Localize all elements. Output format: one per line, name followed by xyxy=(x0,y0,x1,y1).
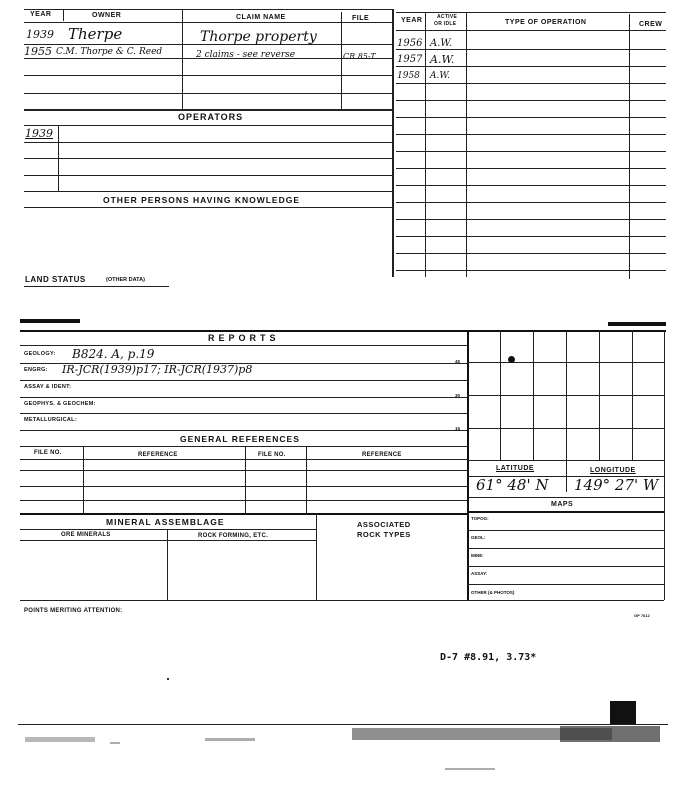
grid-line xyxy=(467,428,664,429)
row-rule xyxy=(24,125,394,126)
scan-smudge xyxy=(445,768,495,770)
latitude-value: 61° 48' N xyxy=(476,476,549,494)
row-rule xyxy=(20,345,468,346)
grid-line xyxy=(467,460,664,461)
row-rule xyxy=(24,158,394,159)
col-sep xyxy=(63,9,64,21)
owner-row-claim: Thorpe property xyxy=(200,29,317,45)
row-rule xyxy=(396,202,666,203)
grid-line xyxy=(467,395,664,396)
maps-title: MAPS xyxy=(551,501,574,508)
ref-reference-header: REFERENCE xyxy=(362,452,402,458)
general-references-title: GENERAL REFERENCES xyxy=(180,434,300,444)
col-year-header: YEAR xyxy=(30,11,52,18)
activity-year: 1956 xyxy=(397,38,423,49)
longitude-value: 149° 27' W xyxy=(574,476,659,494)
row-rule xyxy=(20,413,468,414)
land-status-sub: (OTHER DATA) xyxy=(106,277,145,283)
col-sep-main xyxy=(467,330,469,600)
maps-geol-label: GEOL: xyxy=(471,535,486,540)
fold-mark xyxy=(20,319,80,323)
row-rule xyxy=(20,486,468,487)
row-rule xyxy=(396,134,666,135)
row-rule xyxy=(20,470,468,471)
row-rule xyxy=(24,175,394,176)
owner-row-file: CR 85-T xyxy=(343,52,376,61)
col-idle-header: OR IDLE xyxy=(434,21,457,27)
scan-smudge xyxy=(560,726,660,742)
reports-top-rule xyxy=(20,330,666,332)
row-rule xyxy=(20,446,468,447)
col-sep xyxy=(466,12,467,277)
col-crew-header: CREW xyxy=(639,21,663,28)
form-number: GP 7612 xyxy=(634,613,650,618)
registration-block xyxy=(610,701,636,725)
row-rule xyxy=(24,207,394,208)
row-rule xyxy=(396,253,666,254)
fold-mark xyxy=(608,322,666,326)
col-active-header: ACTIVE xyxy=(437,14,458,20)
associated-label: ASSOCIATED xyxy=(357,520,411,529)
owner-row-claim: 2 claims - see reverse xyxy=(196,50,296,60)
col-file-header: FILE xyxy=(352,15,370,22)
maps-mine-label: MINE: xyxy=(471,553,484,558)
row-rule xyxy=(396,83,666,84)
geology-label: GEOLOGY: xyxy=(24,351,56,357)
operator-year: 1939 xyxy=(25,127,53,140)
reports-title: REPORTS xyxy=(208,333,280,343)
activity-status: A.W. xyxy=(430,53,455,66)
col-sep xyxy=(167,529,168,600)
row-rule xyxy=(24,142,394,143)
activity-status: A.W. xyxy=(430,71,450,81)
scan-line xyxy=(18,724,668,725)
report-number: 30 xyxy=(455,393,461,398)
activity-status: A.W. xyxy=(430,38,453,49)
ore-minerals-header: ORE MINERALS xyxy=(61,532,111,538)
row-rule xyxy=(20,500,468,501)
activity-year: 1957 xyxy=(397,54,423,65)
col-sep xyxy=(341,12,342,109)
row-rule xyxy=(396,270,666,271)
top-rule-right xyxy=(396,12,666,13)
points-meriting-label: POINTS MERITING ATTENTION: xyxy=(24,608,123,614)
location-dot-icon xyxy=(508,356,515,363)
col-sep xyxy=(629,14,630,279)
owner-row-year: 1955 xyxy=(24,45,52,58)
engrg-value: IR-JCR(1939)p17; IR-JCR(1937)p8 xyxy=(62,363,253,376)
row-rule xyxy=(20,430,468,431)
row-rule xyxy=(20,380,468,381)
maps-other-label: OTHER (& PHOTOS) xyxy=(471,590,515,595)
col-sep xyxy=(245,446,246,514)
col-owner-header: OWNER xyxy=(92,12,122,19)
row-rule xyxy=(20,540,316,541)
assay-label: ASSAY & IDENT: xyxy=(24,384,72,390)
row-rule xyxy=(396,219,666,220)
other-persons-title: OTHER PERSONS HAVING KNOWLEDGE xyxy=(103,195,301,205)
grid-line xyxy=(467,511,664,513)
mineral-assemblage-title: MINERAL ASSEMBLAGE xyxy=(106,517,225,527)
grid-line xyxy=(664,330,665,600)
col-year2-header: YEAR xyxy=(401,17,423,24)
scan-smudge xyxy=(25,737,95,742)
col-sep xyxy=(83,446,84,514)
row-rule xyxy=(20,397,468,398)
operators-title: OPERATORS xyxy=(178,112,244,122)
col-type-of-operation-header: TYPE OF OPERATION xyxy=(505,19,587,26)
grid-line xyxy=(467,497,664,498)
owner-row-owner: C.M. Thorpe & C. Reed xyxy=(56,47,163,57)
col-sep xyxy=(425,12,426,277)
row-rule xyxy=(396,151,666,152)
footer-note: D-7 #8.91, 3.73* xyxy=(440,652,537,663)
col-sep xyxy=(306,446,307,514)
row-rule xyxy=(24,286,169,287)
row-rule xyxy=(20,459,468,460)
row-rule xyxy=(396,185,666,186)
row-rule xyxy=(467,530,664,531)
row-rule xyxy=(24,191,394,192)
row-rule xyxy=(396,117,666,118)
scan-smudge xyxy=(205,738,255,741)
header-rule-right xyxy=(396,30,666,31)
col-sep xyxy=(316,513,317,600)
longitude-label: LONGITUDE xyxy=(590,467,636,474)
grid-line xyxy=(467,362,664,363)
row-rule xyxy=(20,513,468,515)
row-rule xyxy=(24,93,394,94)
row-rule xyxy=(467,584,664,585)
owner-row-year: 1939 xyxy=(26,28,54,41)
metallurgical-label: METALLURGICAL: xyxy=(24,417,77,423)
rock-types-label: ROCK TYPES xyxy=(357,530,411,539)
row-rule xyxy=(396,49,666,50)
land-status-title: LAND STATUS xyxy=(25,275,86,284)
report-number: 45 xyxy=(455,359,461,364)
report-number: 15 xyxy=(455,426,461,431)
row-rule xyxy=(20,529,316,530)
latitude-label: LATITUDE xyxy=(496,465,535,472)
row-rule xyxy=(396,66,666,67)
row-rule xyxy=(467,566,664,567)
maps-topog-label: TOPOG: xyxy=(471,516,489,521)
grid-line xyxy=(566,330,567,492)
row-rule xyxy=(20,600,664,601)
ref-reference-header: REFERENCE xyxy=(138,452,178,458)
engrg-label: ENGRG: xyxy=(24,367,48,373)
scan-smudge xyxy=(110,742,120,744)
geophys-label: GEOPHYS. & GEOCHEM: xyxy=(24,401,96,407)
row-rule xyxy=(467,548,664,549)
row-rule xyxy=(24,109,394,111)
speck xyxy=(167,678,169,680)
owner-row-owner: Therpe xyxy=(68,25,123,43)
rock-forming-header: ROCK FORMING, ETC. xyxy=(198,533,269,539)
col-sep-main xyxy=(392,9,394,277)
activity-year: 1958 xyxy=(397,71,420,81)
row-rule xyxy=(396,100,666,101)
row-rule xyxy=(396,168,666,169)
geology-value: B824. A, p.19 xyxy=(72,347,155,361)
maps-assay-label: ASSAY: xyxy=(471,571,488,576)
col-claim-name-header: CLAIM NAME xyxy=(236,14,286,21)
row-rule xyxy=(396,236,666,237)
ref-file-no-header: FILE NO. xyxy=(34,450,62,456)
col-sep xyxy=(182,9,183,109)
top-rule xyxy=(24,9,394,10)
header-rule xyxy=(24,22,394,23)
row-rule xyxy=(24,75,394,76)
ref-file-no-header: FILE NO. xyxy=(258,452,286,458)
